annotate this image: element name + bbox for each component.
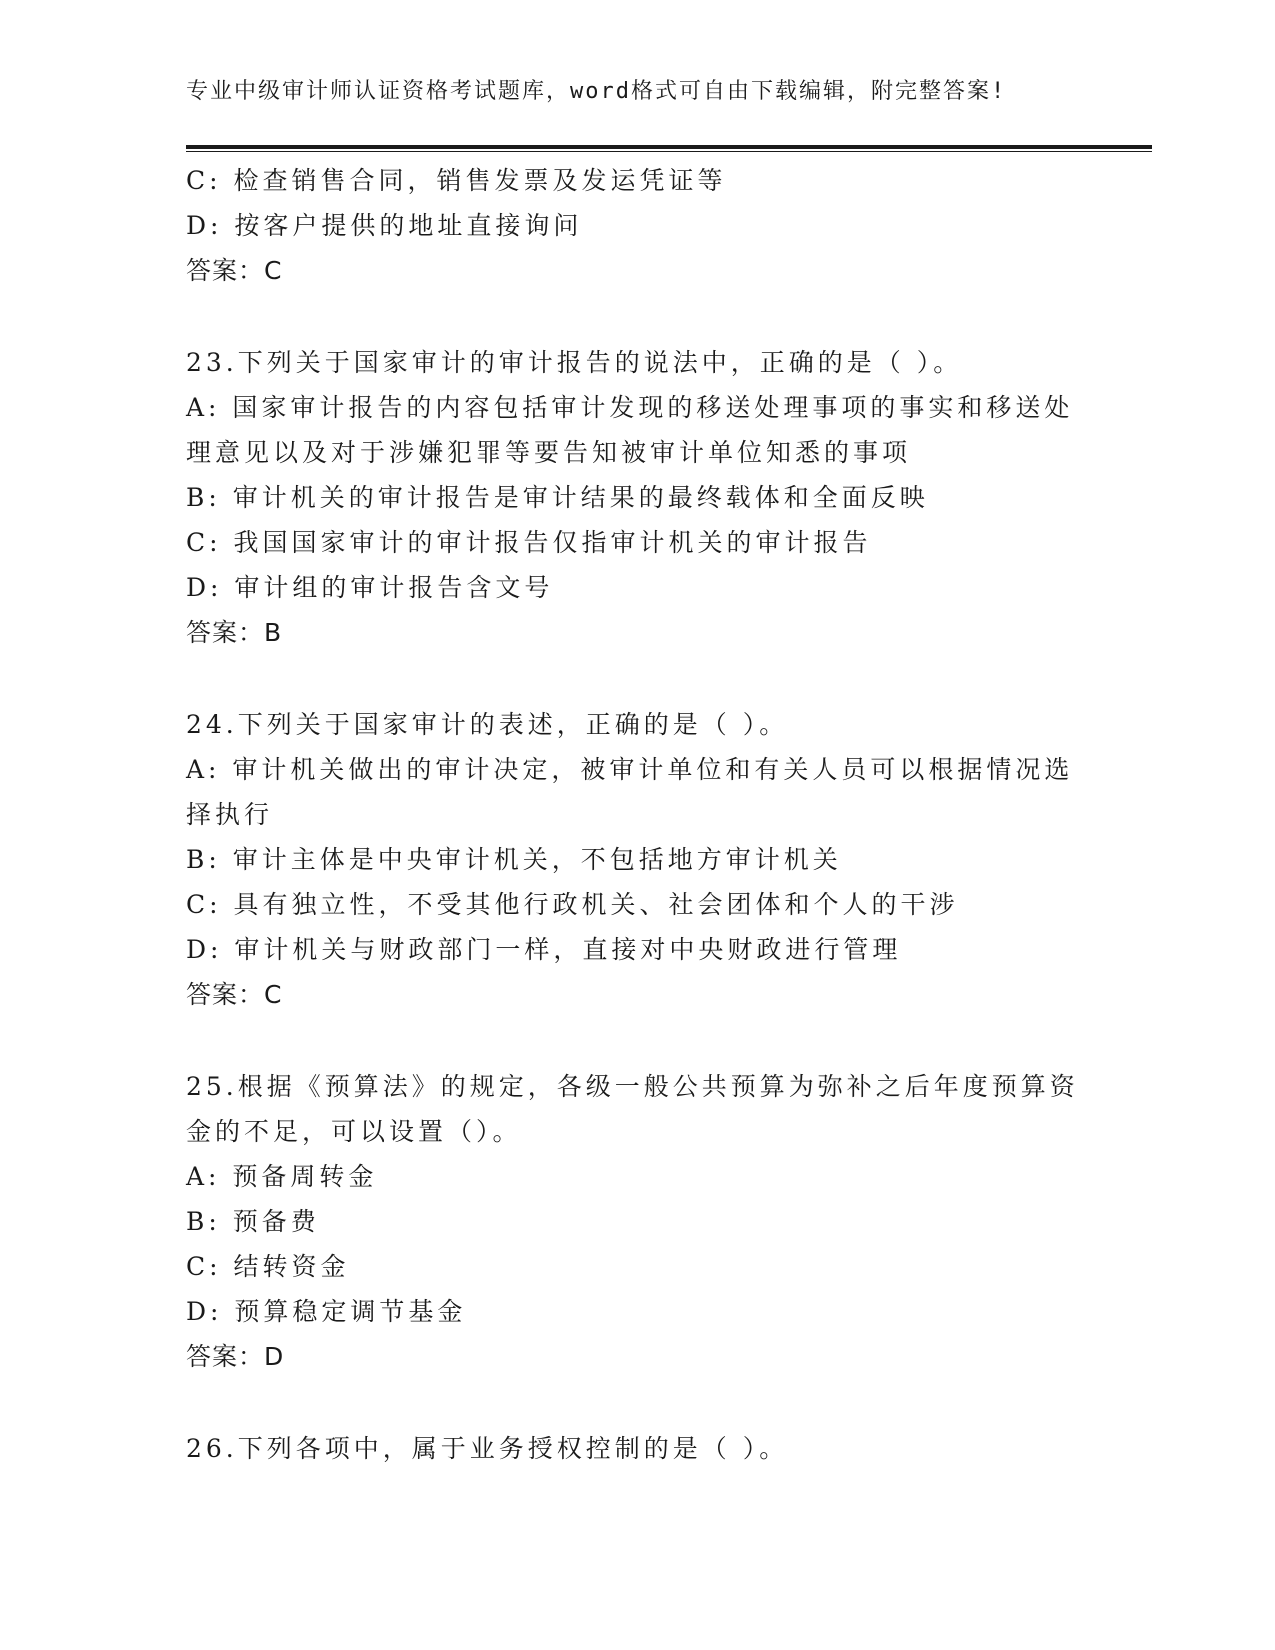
q23-option-b: B: 审计机关的审计报告是审计结果的最终载体和全面反映 [186, 483, 929, 512]
q25-option-a: A: 预备周转金 [186, 1162, 378, 1191]
q23-option-c: C: 我国国家审计的审计报告仅指审计机关的审计报告 [186, 528, 872, 557]
q23-option-a-line1: A: 国家审计报告的内容包括审计发现的移送处理事项的事实和移送处 [186, 393, 1074, 422]
prev-option-c: C: 检查销售合同，销售发票及发运凭证等 [186, 166, 727, 195]
q25-option-d: D: 预算稳定调节基金 [186, 1297, 467, 1326]
q25-option-c: C: 结转资金 [186, 1252, 350, 1281]
q23-option-a-line2: 理意见以及对于涉嫌犯罪等要告知被审计单位知悉的事项 [186, 438, 912, 467]
q24-option-b: B: 审计主体是中央审计机关，不包括地方审计机关 [186, 845, 842, 874]
q24-option-c: C: 具有独立性，不受其他行政机关、社会团体和个人的干涉 [186, 890, 959, 919]
q24-stem: 24.下列关于国家审计的表述，正确的是（ ）。 [186, 710, 789, 739]
q25-stem-line2: 金的不足，可以设置（）。 [186, 1117, 522, 1146]
prev-option-d: D: 按客户提供的地址直接询问 [186, 211, 583, 240]
q24-option-a-line1: A: 审计机关做出的审计决定，被审计单位和有关人员可以根据情况选 [186, 755, 1074, 784]
question-content [186, 158, 1086, 1471]
spacer [186, 1379, 1086, 1426]
q24-option-a-line2: 择执行 [186, 800, 274, 829]
q23-option-d: D: 审计组的审计报告含文号 [186, 573, 554, 602]
q25-answer: 答案：D [186, 1342, 285, 1371]
header-rule-thin [186, 151, 1152, 152]
spacer [186, 1017, 1086, 1064]
header-rule-thick [186, 145, 1152, 149]
q24-option-d: D: 审计机关与财政部门一样，直接对中央财政进行管理 [186, 935, 902, 964]
q25-option-b: B: 预备费 [186, 1207, 320, 1236]
page-header: 专业中级审计师认证资格考试题库，word格式可自由下载编辑，附完整答案! [186, 79, 1007, 104]
q24-answer: 答案：C [186, 980, 283, 1009]
q25-stem-line1: 25.根据《预算法》的规定，各级一般公共预算为弥补之后年度预算资 [186, 1072, 1079, 1101]
prev-answer: 答案：C [186, 256, 283, 285]
q23-answer: 答案：B [186, 618, 283, 647]
q26-stem: 26.下列各项中，属于业务授权控制的是（ ）。 [186, 1434, 789, 1463]
spacer [186, 293, 1086, 340]
spacer [186, 655, 1086, 702]
q23-stem: 23.下列关于国家审计的审计报告的说法中，正确的是（ ）。 [186, 348, 963, 377]
